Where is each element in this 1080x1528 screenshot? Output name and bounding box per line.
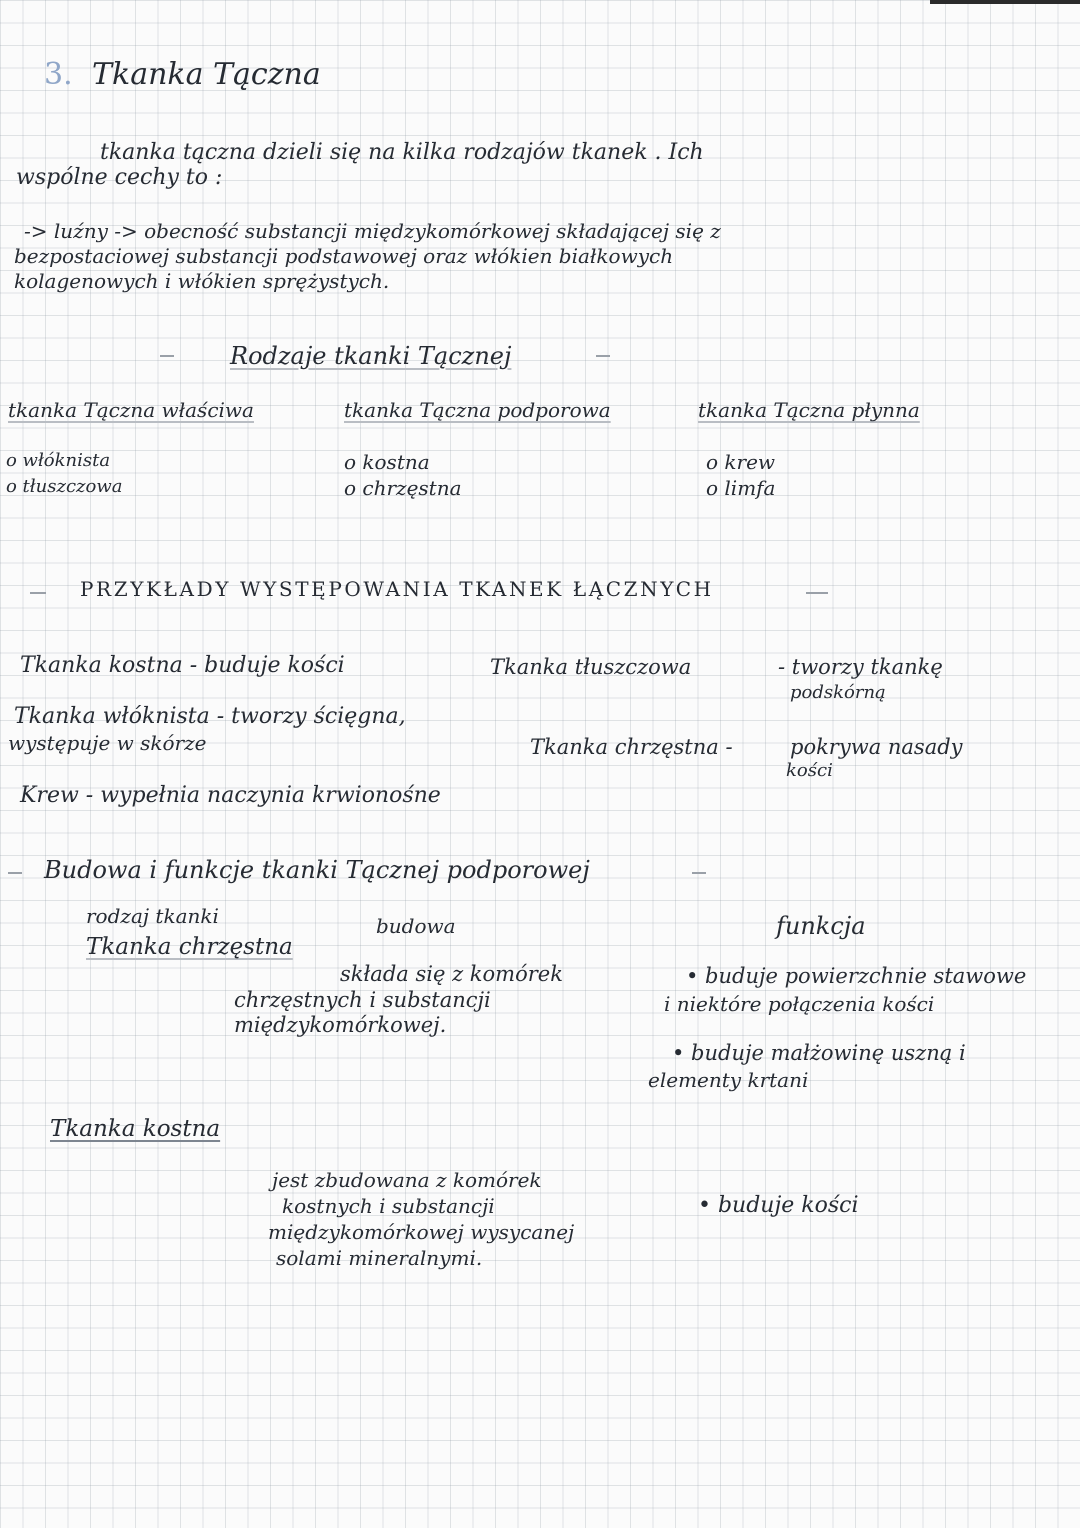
type-item: o chrzęstna bbox=[344, 476, 462, 500]
function-line: • buduje powierzchnie stawowe bbox=[686, 964, 1027, 988]
type-column-title-3: tkanka Tączna płynna bbox=[698, 398, 920, 422]
types-heading: Rodzaje tkanki Tącznej bbox=[230, 342, 512, 370]
example-cartilage-desc-1: pokrywa nasady bbox=[790, 735, 963, 759]
features-line-3: kolagenowych i włókien sprężystych. bbox=[14, 269, 390, 293]
build-line: kostnych i substancji bbox=[282, 1194, 495, 1218]
function-line: • buduje kości bbox=[698, 1193, 859, 1218]
example-bone: Tkanka kostna - buduje kości bbox=[20, 653, 345, 678]
function-line: i niektóre połączenia kości bbox=[664, 992, 935, 1016]
example-cartilage-desc-2: kości bbox=[786, 760, 833, 781]
column-header-type: rodzaj tkanki bbox=[86, 904, 219, 928]
build-line: międzykomórkowej. bbox=[234, 1013, 447, 1037]
heading-dash-left bbox=[160, 355, 174, 357]
heading-dash-right bbox=[596, 355, 610, 357]
column-header-build: budowa bbox=[376, 914, 456, 938]
heading-dash-right bbox=[806, 592, 828, 594]
example-fibrous-1: Tkanka włóknista - tworzy ścięgna, bbox=[14, 704, 406, 729]
tissue-name: Tkanka kostna bbox=[50, 1116, 221, 1142]
build-line: międzykomórkowej wysycanej bbox=[268, 1220, 575, 1244]
section-number: 3. bbox=[44, 57, 73, 92]
build-line: solami mineralnymi. bbox=[276, 1246, 483, 1270]
example-cartilage-label: Tkanka chrzęstna - bbox=[530, 735, 733, 759]
intro-line-1: tkanka tączna dzieli się na kilka rodzajów tkanek . Ich bbox=[100, 140, 704, 165]
type-item: o limfa bbox=[706, 476, 776, 500]
type-item: o krew bbox=[706, 450, 776, 474]
page-edge-mark bbox=[930, 0, 1080, 4]
function-line: elementy krtani bbox=[648, 1068, 809, 1092]
build-line: składa się z komórek bbox=[340, 962, 563, 986]
example-fibrous-2: występuje w skórze bbox=[8, 731, 207, 755]
example-fat-desc-1: - tworzy tkankę bbox=[778, 655, 943, 679]
features-line-2: bezpostaciowej substancji podstawowej oraz włókien białkowych bbox=[14, 244, 674, 268]
example-fat-desc-2: podskórną bbox=[790, 682, 886, 703]
type-item: o kostna bbox=[344, 450, 430, 474]
build-line: jest zbudowana z komórek bbox=[272, 1168, 542, 1192]
section-title: Tkanka Tączna bbox=[92, 57, 321, 92]
example-blood: Krew - wypełnia naczynia krwionośne bbox=[20, 783, 441, 808]
structure-heading: Budowa i funkcje tkanki Tącznej podporowej bbox=[44, 856, 590, 884]
function-line: • buduje małżowinę uszną i bbox=[672, 1041, 966, 1065]
examples-heading: PRZYKŁADY WYSTĘPOWANIA TKANEK ŁĄCZNYCH bbox=[80, 577, 714, 601]
heading-dash-left bbox=[30, 592, 46, 594]
heading-dash-right bbox=[692, 872, 706, 874]
type-item: o tłuszczowa bbox=[6, 476, 123, 497]
intro-line-2: wspólne cechy to : bbox=[16, 165, 223, 190]
type-item: o włóknista bbox=[6, 450, 111, 471]
example-fat-label: Tkanka tłuszczowa bbox=[490, 655, 692, 679]
build-line: chrzęstnych i substancji bbox=[234, 988, 491, 1012]
tissue-name: Tkanka chrzęstna bbox=[86, 934, 293, 960]
column-header-function: funkcja bbox=[776, 912, 866, 940]
type-column-title-1: tkanka Tączna właściwa bbox=[8, 398, 254, 422]
features-line-1: -> luźny -> obecność substancji międzykomórkowej składającej się z bbox=[24, 219, 721, 243]
heading-dash-left bbox=[8, 872, 22, 874]
type-column-title-2: tkanka Tączna podporowa bbox=[344, 398, 611, 422]
